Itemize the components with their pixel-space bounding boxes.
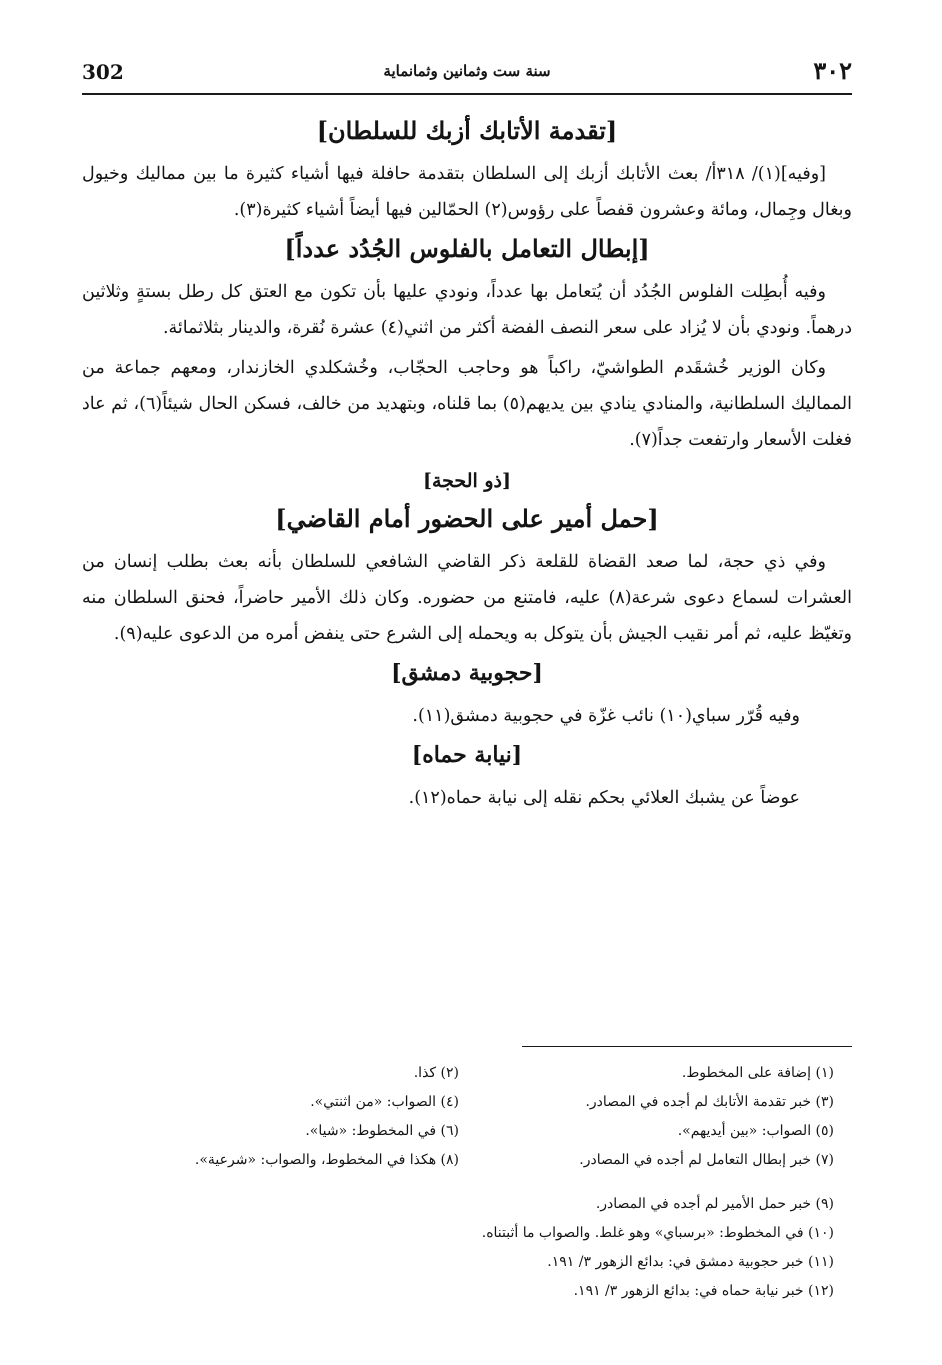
month-heading: [ذو الحجة] [422, 470, 511, 492]
header-rule [82, 93, 852, 95]
main-text [82, 110, 852, 822]
paragraph: وفيه قُرّر سباي(١٠) نائب غزّة في حجوبية دمشق(١١). [412, 706, 800, 726]
paragraph: عوضاً عن يشبك العلائي بحكم نقله إلى نيابة حماه(١٢). [408, 788, 800, 808]
paragraph: وكان الوزير خُشقَدم الطواشيّ، راكباً هو وحاجب الحجّاب، وخُشكلدي الخازندار، ومعهم جماعة من المماليك السلطانية، والمنادي ينادي بين يديهم(٥) بما قلناه، وبتهديد من خالف، فسكن الحال شيئاً(٦)، ثم عاد فغلت الأسعار وارتفعت جداً(٧). [82, 358, 852, 450]
footnote: (٧) خبر إبطال التعامل لم أجده في المصادر. [579, 1152, 834, 1168]
paragraph: وفي ذي حجة، لما صعد القضاة للقلعة ذكر القاضي الشافعي للسلطان بأنه بعث بطلب إنسان من العشرات لسماع دعوى شرعة(٨) عليه، فامتنع من حضوره. وكان ذلك الأمير حاضراً، فحنق السلطان منه وتغيّظ عليه، ثم أمر نقيب الجيش بأن يتوكل به ويحمله إلى الشرع حتى ينفض أمره من الدعوى عليه(٩). [82, 552, 852, 644]
footnote: (١) إضافة على المخطوط. [681, 1065, 834, 1081]
footnote: (٣) خبر تقدمة الأتابك لم أجده في المصادر. [585, 1094, 834, 1110]
footnote: (٨) هكذا في المخطوط، والصواب: «شرعية». [194, 1152, 459, 1168]
paragraph: [وفيه](١)/ ٣١٨أ/ بعث الأتابك أزبك إلى السلطان بتقدمة حافلة فيها أشياء كثيرة ما بين مماليك وخيول وبغال وجِمال، ومائة وعشرون قفصاً على رؤوس(٢) الحمّالين فيها أيضاً أشياء كثيرة(٣). [82, 164, 852, 220]
section-heading-damascus-chamberlain: [حجوبية دمشق] [391, 660, 543, 686]
footnote: (٦) في المخطوط: «شيا». [305, 1123, 459, 1139]
paragraph: وفيه أُبطِلت الفلوس الجُدُد أن يُتعامل بها عدداً، ونودي عليها بأن تكون مع العتق كل رطل بستةٍ وثلاثين درهماً. ونودي بأن لا يُزاد على سعر النصف الفضة أكثر من اثني(٤) عشرة نُقرة، والدينار بثلاثمائة. [82, 282, 852, 338]
footnote: (١٢) خبر نيابة حماه في: بدائع الزهور ٣/ ١٩١. [573, 1283, 834, 1299]
footnote: (١٠) في المخطوط: «برسباي» وهو غلط. والصواب ما أثبتناه. [481, 1225, 834, 1241]
section-heading-hama-deputy: [نيابة حماه] [411, 742, 523, 768]
footnote: (٢) كذا. [413, 1065, 459, 1081]
section-heading-emir-summoned: [حمل أمير على الحضور أمام القاضي] [275, 504, 659, 533]
footnote: (٩) خبر حمل الأمير لم أجده في المصادر. [595, 1196, 834, 1212]
page-number-latin: 302 [82, 60, 124, 84]
footnote: (٥) الصواب: «بين أيديهم». [677, 1123, 834, 1139]
footnote-grid [82, 1060, 852, 1174]
footnote-rule [522, 1046, 852, 1047]
footnote: (٤) الصواب: «من اثنتي». [310, 1094, 459, 1110]
section-heading-atabak-gift: [تقدمة الأتابك أزبك للسلطان] [316, 116, 618, 145]
running-title: سنة ست وثمانين وثمانماية [383, 62, 551, 80]
footnote: (١١) خبر حجوبية دمشق في: بدائع الزهور ٣/ ١٩١. [547, 1254, 834, 1270]
page-number-arabic: ٣٠٢ [813, 56, 852, 85]
section-heading-copper-coins: [إبطال التعامل بالفلوس الجُدُد عدداً] [284, 234, 650, 263]
page-header [82, 56, 852, 96]
